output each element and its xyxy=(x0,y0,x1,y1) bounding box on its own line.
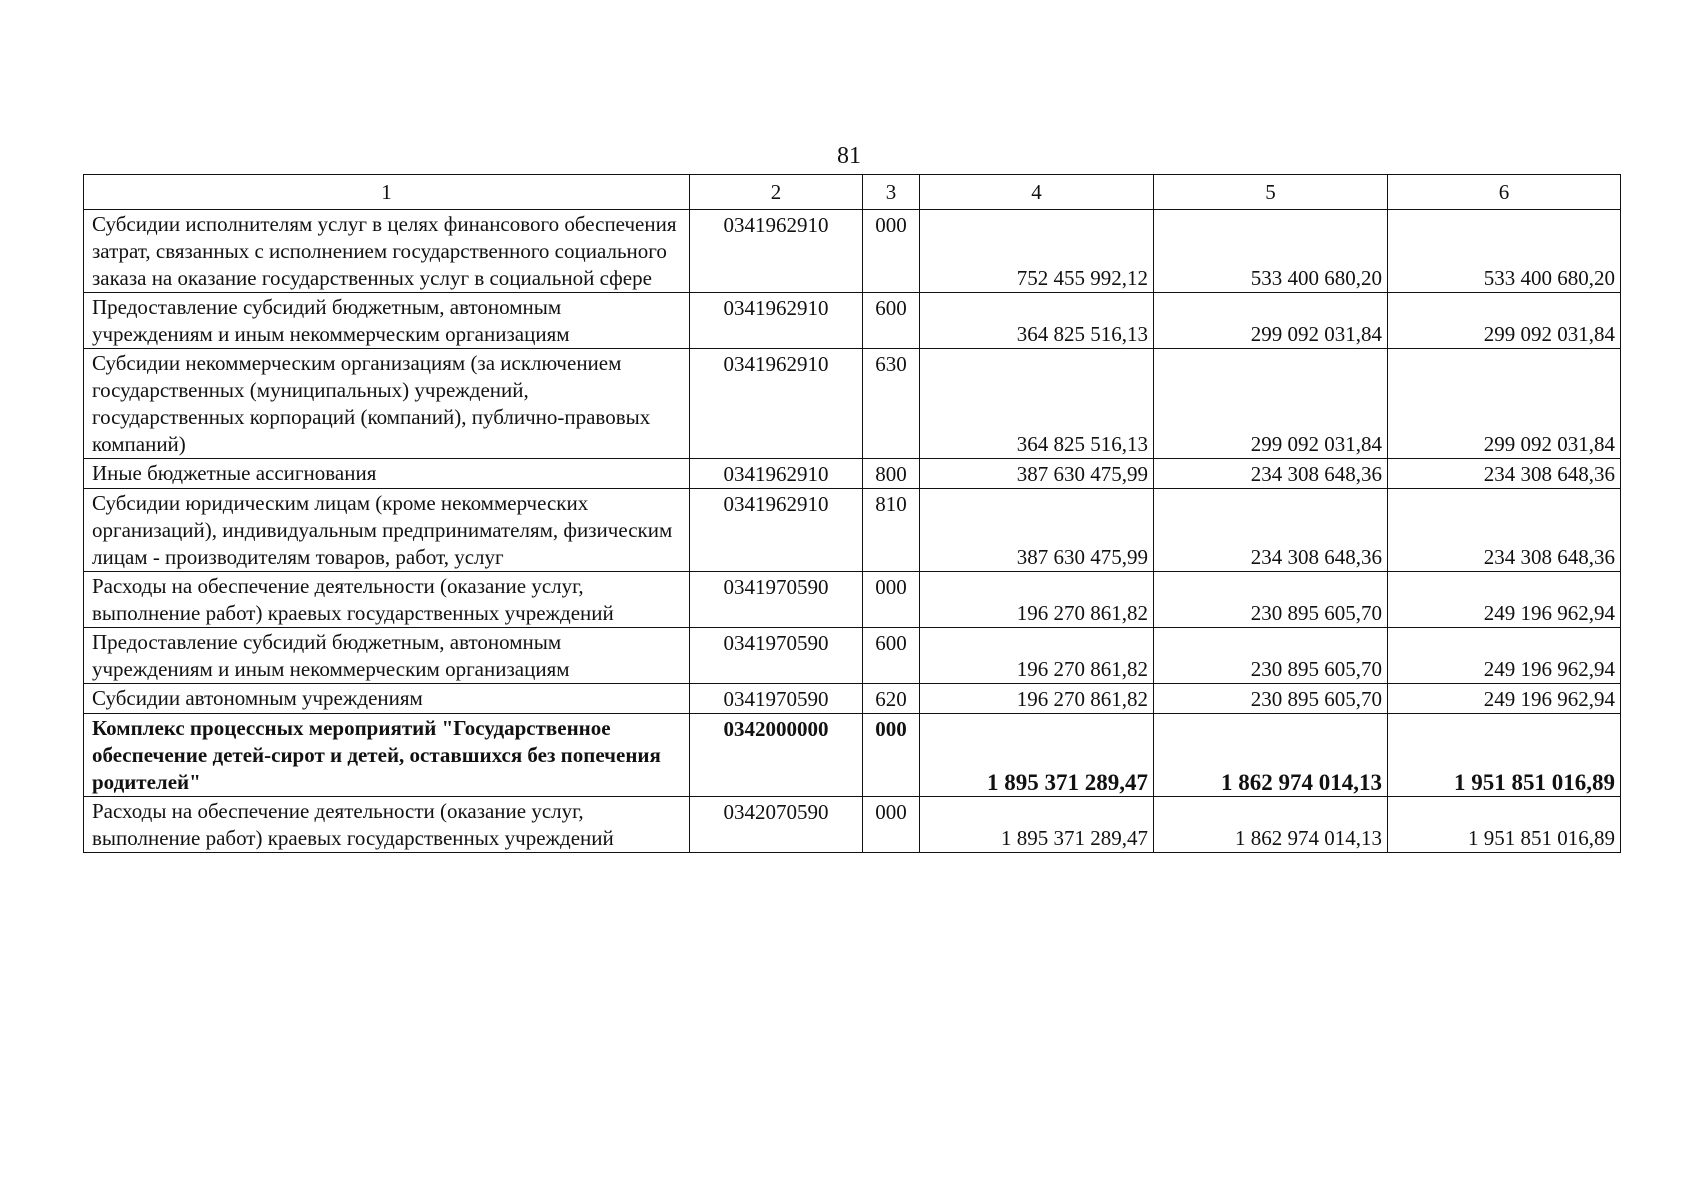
header-cell: 4 xyxy=(920,175,1154,210)
row-amount-6: 234 308 648,36 xyxy=(1388,459,1621,489)
row-name: Комплекс процессных мероприятий "Государственное обеспечение детей-сирот и детей, оставшихся без попечения родителей" xyxy=(84,714,690,797)
row-name: Субсидии юридическим лицам (кроме некоммерческих организаций), индивидуальным предпринимателям, физическим лицам - производителям товаров, работ, услуг xyxy=(84,489,690,572)
table-row xyxy=(84,210,1621,293)
row-name: Предоставление субсидий бюджетным, автономным учреждениям и иным некоммерческим организациям xyxy=(84,293,690,349)
row-code: 0341970590 xyxy=(690,684,863,714)
row-amount-6: 249 196 962,94 xyxy=(1388,684,1621,714)
row-name: Расходы на обеспечение деятельности (оказание услуг, выполнение работ) краевых государственных учреждений xyxy=(84,572,690,628)
table-row xyxy=(84,797,1621,853)
row-amount-5: 299 092 031,84 xyxy=(1154,349,1388,459)
row-code: 0341970590 xyxy=(690,572,863,628)
page-number: 81 xyxy=(837,143,861,169)
row-amount-5: 230 895 605,70 xyxy=(1154,684,1388,714)
row-amount-5: 230 895 605,70 xyxy=(1154,572,1388,628)
row-amount-5: 533 400 680,20 xyxy=(1154,210,1388,293)
row-amount-4: 364 825 516,13 xyxy=(920,293,1154,349)
row-amount-6: 234 308 648,36 xyxy=(1388,489,1621,572)
row-amount-4: 387 630 475,99 xyxy=(920,459,1154,489)
row-kind: 000 xyxy=(863,572,920,628)
row-amount-4: 196 270 861,82 xyxy=(920,572,1154,628)
row-name: Субсидии исполнителям услуг в целях финансового обеспечения затрат, связанных с исполнением государственного социального заказа на оказание государственных услуг в социальной сфере xyxy=(84,210,690,293)
row-amount-5: 1 862 974 014,13 xyxy=(1154,797,1388,853)
row-kind: 000 xyxy=(863,210,920,293)
row-code: 0341962910 xyxy=(690,349,863,459)
header-cell: 2 xyxy=(690,175,863,210)
row-amount-6: 1 951 851 016,89 xyxy=(1388,714,1621,797)
table-row-bold xyxy=(84,714,1621,797)
table-row xyxy=(84,459,1621,489)
row-amount-4: 364 825 516,13 xyxy=(920,349,1154,459)
row-kind: 630 xyxy=(863,349,920,459)
row-code: 0342000000 xyxy=(690,714,863,797)
row-amount-6: 1 951 851 016,89 xyxy=(1388,797,1621,853)
row-kind: 000 xyxy=(863,714,920,797)
header-cell: 1 xyxy=(84,175,690,210)
budget-table xyxy=(83,174,1621,853)
row-amount-4: 196 270 861,82 xyxy=(920,684,1154,714)
row-kind: 620 xyxy=(863,684,920,714)
row-kind: 800 xyxy=(863,459,920,489)
header-cell: 6 xyxy=(1388,175,1621,210)
row-amount-4: 387 630 475,99 xyxy=(920,489,1154,572)
row-kind: 600 xyxy=(863,628,920,684)
row-amount-6: 249 196 962,94 xyxy=(1388,572,1621,628)
row-amount-4: 196 270 861,82 xyxy=(920,628,1154,684)
row-code: 0341962910 xyxy=(690,293,863,349)
row-kind: 600 xyxy=(863,293,920,349)
row-amount-5: 1 862 974 014,13 xyxy=(1154,714,1388,797)
row-amount-5: 299 092 031,84 xyxy=(1154,293,1388,349)
header-cell: 3 xyxy=(863,175,920,210)
row-name: Предоставление субсидий бюджетным, автономным учреждениям и иным некоммерческим организациям xyxy=(84,628,690,684)
row-amount-6: 299 092 031,84 xyxy=(1388,349,1621,459)
row-amount-6: 533 400 680,20 xyxy=(1388,210,1621,293)
table-row xyxy=(84,489,1621,572)
row-name: Субсидии автономным учреждениям xyxy=(84,684,690,714)
table-row xyxy=(84,628,1621,684)
row-code: 0341970590 xyxy=(690,628,863,684)
header-cell: 5 xyxy=(1154,175,1388,210)
table-row xyxy=(84,349,1621,459)
row-code: 0341962910 xyxy=(690,210,863,293)
row-name: Расходы на обеспечение деятельности (оказание услуг, выполнение работ) краевых государственных учреждений xyxy=(84,797,690,853)
table-row xyxy=(84,293,1621,349)
row-kind: 000 xyxy=(863,797,920,853)
row-kind: 810 xyxy=(863,489,920,572)
row-code: 0341962910 xyxy=(690,489,863,572)
row-amount-5: 230 895 605,70 xyxy=(1154,628,1388,684)
row-name: Субсидии некоммерческим организациям (за исключением государственных (муниципальных) учреждений, государственных корпораций (компаний), публично-правовых компаний) xyxy=(84,349,690,459)
row-amount-6: 299 092 031,84 xyxy=(1388,293,1621,349)
row-amount-4: 752 455 992,12 xyxy=(920,210,1154,293)
row-amount-5: 234 308 648,36 xyxy=(1154,459,1388,489)
row-amount-4: 1 895 371 289,47 xyxy=(920,714,1154,797)
table-header-row xyxy=(84,175,1621,210)
row-name: Иные бюджетные ассигнования xyxy=(84,459,690,489)
row-code: 0342070590 xyxy=(690,797,863,853)
table-row xyxy=(84,684,1621,714)
row-code: 0341962910 xyxy=(690,459,863,489)
row-amount-6: 249 196 962,94 xyxy=(1388,628,1621,684)
row-amount-4: 1 895 371 289,47 xyxy=(920,797,1154,853)
row-amount-5: 234 308 648,36 xyxy=(1154,489,1388,572)
table-row xyxy=(84,572,1621,628)
